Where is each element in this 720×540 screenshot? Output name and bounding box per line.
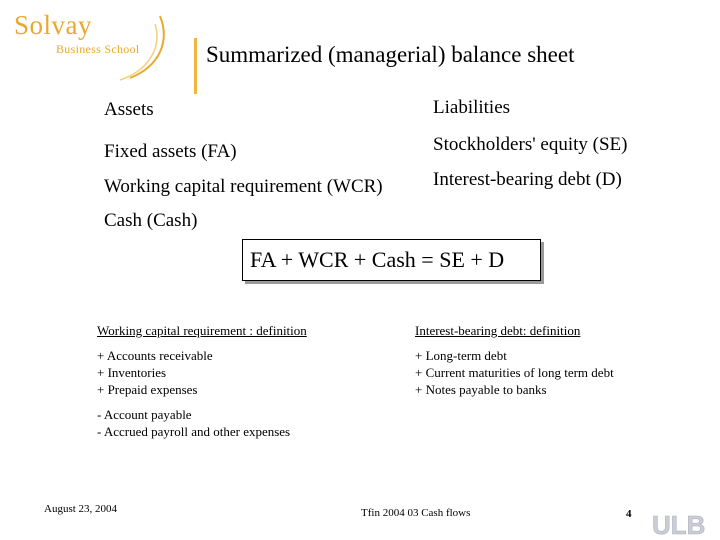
page-number: 4 bbox=[626, 508, 632, 520]
ulb-logo-icon bbox=[650, 504, 714, 540]
wcr-minus-item: - Accrued payroll and other expenses bbox=[97, 424, 291, 439]
ulb-logo-text: ULB bbox=[652, 510, 706, 540]
wcr-plus-item: + Accounts receivable bbox=[97, 348, 213, 363]
slide-title: Summarized (managerial) balance sheet bbox=[206, 42, 575, 67]
wcr-minus-item: - Account payable bbox=[97, 407, 192, 422]
wcr-plus-item: + Inventories bbox=[97, 365, 167, 380]
footer-date: August 23, 2004 bbox=[44, 503, 118, 515]
asset-working-capital: Working capital requirement (WCR) bbox=[104, 176, 383, 197]
balance-formula: FA + WCR + Cash = SE + D bbox=[250, 247, 505, 272]
logo-wordmark: Solvay bbox=[14, 10, 93, 40]
logo-subtitle: Business School bbox=[56, 42, 140, 56]
liabilities-heading: Liabilities bbox=[433, 97, 511, 118]
debt-item: + Notes payable to banks bbox=[415, 382, 547, 397]
wcr-definition-heading: Working capital requirement : definition bbox=[97, 323, 307, 338]
assets-heading: Assets bbox=[104, 99, 154, 120]
asset-cash: Cash (Cash) bbox=[104, 210, 198, 231]
debt-item: + Current maturities of long term debt bbox=[415, 365, 614, 380]
asset-fixed-assets: Fixed assets (FA) bbox=[104, 141, 237, 162]
debt-definition-heading: Interest-bearing debt: definition bbox=[415, 323, 581, 338]
wcr-plus-item: + Prepaid expenses bbox=[97, 382, 198, 397]
liability-interest-bearing-debt: Interest-bearing debt (D) bbox=[433, 169, 622, 190]
footer-course: Tfin 2004 03 Cash flows bbox=[361, 507, 471, 519]
debt-item: + Long-term debt bbox=[415, 348, 507, 363]
liability-stockholders-equity: Stockholders' equity (SE) bbox=[433, 134, 628, 155]
header-divider bbox=[194, 38, 197, 94]
